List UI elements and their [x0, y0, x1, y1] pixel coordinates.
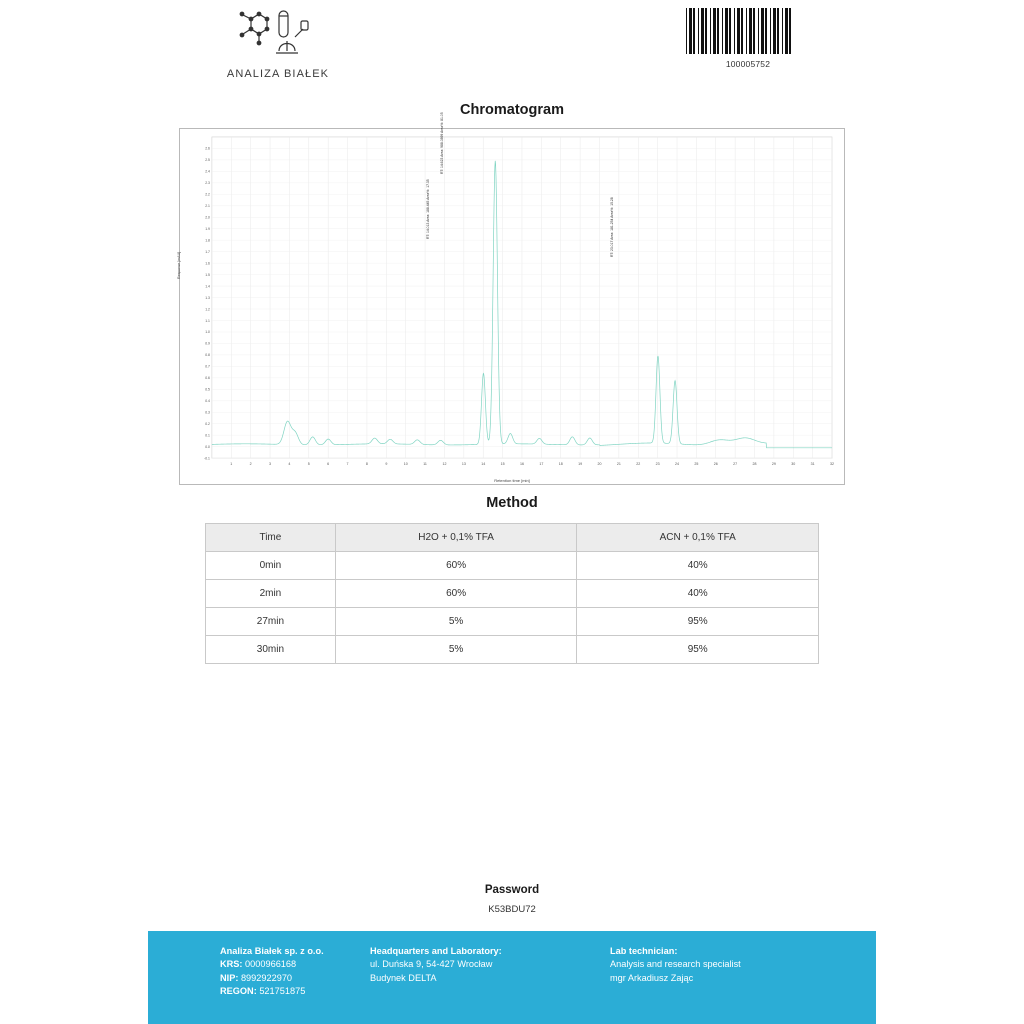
table-header-row — [206, 524, 819, 552]
table-cell: 5% — [335, 636, 577, 664]
svg-text:16: 16 — [519, 462, 524, 467]
company-name: ANALIZA BIAŁEK — [226, 68, 330, 80]
svg-text:21: 21 — [616, 462, 621, 467]
svg-text:9: 9 — [385, 462, 388, 467]
svg-text:0.3: 0.3 — [205, 410, 210, 415]
table-cell: 40% — [577, 552, 819, 580]
svg-text:20: 20 — [597, 462, 602, 467]
footer-krs-label: KRS: — [220, 959, 243, 970]
svg-text:2.3: 2.3 — [205, 181, 210, 186]
column-header-time: Time — [206, 524, 336, 552]
table-cell: 60% — [335, 552, 577, 580]
peak-label: RT: 14.013 Area: 188.445 Area%: 17.35 — [426, 179, 430, 239]
svg-text:8: 8 — [365, 462, 368, 467]
chart-y-axis-label: Response [mAU] — [177, 251, 181, 279]
laboratory-flask-molecule-icon — [213, 6, 343, 62]
table-row — [206, 608, 819, 636]
svg-text:1: 1 — [230, 462, 233, 467]
footer-address — [370, 945, 610, 1024]
svg-text:2.1: 2.1 — [205, 204, 210, 209]
footer-nip-value: 8992922970 — [240, 972, 293, 983]
column-header-acn: ACN + 0,1% TFA — [577, 524, 819, 552]
chromatogram-chart — [177, 112, 845, 485]
svg-text:1.1: 1.1 — [205, 318, 210, 323]
svg-text:0.8: 0.8 — [205, 353, 210, 358]
svg-text:0.9: 0.9 — [205, 341, 210, 346]
svg-text:0.5: 0.5 — [205, 387, 210, 392]
svg-text:13: 13 — [461, 462, 466, 467]
method-table-body — [206, 552, 819, 664]
svg-text:26: 26 — [713, 462, 718, 467]
svg-text:2.6: 2.6 — [205, 146, 210, 151]
peak-label: RT: 23.017 Area: 181.254 Area%: 15.28 — [610, 197, 614, 257]
svg-text:23: 23 — [655, 462, 660, 467]
svg-text:2.5: 2.5 — [205, 158, 210, 163]
svg-text:0.1: 0.1 — [205, 433, 210, 438]
svg-text:11: 11 — [423, 462, 427, 467]
svg-text:17: 17 — [539, 462, 544, 467]
svg-text:19: 19 — [578, 462, 583, 467]
barcode-number: 100005752 — [725, 59, 771, 69]
password-value: K53BDU72 — [488, 904, 536, 915]
footer-address-title: Headquarters and Laboratory: — [370, 946, 502, 956]
svg-text:2.0: 2.0 — [205, 215, 210, 220]
svg-text:22: 22 — [636, 462, 641, 467]
svg-text:0.4: 0.4 — [205, 399, 210, 404]
svg-text:-0.1: -0.1 — [204, 456, 210, 461]
footer-technician-line1: Analysis and research specialist — [610, 959, 741, 970]
password-block — [0, 884, 1024, 915]
peak-label: RT: 14.623 Area: 988.0899 Area%: 81.05 — [440, 112, 444, 174]
footer-address-line1: ul. Duńska 9, 54-427 Wrocław — [370, 959, 493, 970]
barcode — [686, 8, 810, 54]
svg-text:32: 32 — [830, 462, 835, 467]
svg-text:0.2: 0.2 — [205, 422, 210, 427]
svg-text:31: 31 — [810, 462, 815, 467]
svg-text:0.6: 0.6 — [205, 376, 210, 381]
footer-company-info — [148, 945, 370, 1024]
svg-text:30: 30 — [791, 462, 796, 467]
password-label: Password — [484, 884, 540, 896]
svg-text:1.5: 1.5 — [205, 272, 210, 277]
svg-text:0.7: 0.7 — [205, 364, 210, 369]
svg-text:5: 5 — [307, 462, 310, 467]
svg-text:1.6: 1.6 — [205, 261, 210, 266]
svg-text:1.2: 1.2 — [205, 307, 210, 312]
table-row — [206, 636, 819, 664]
footer-address-line2: Budynek DELTA — [370, 972, 437, 983]
table-cell: 40% — [577, 580, 819, 608]
svg-text:1.9: 1.9 — [205, 227, 210, 232]
footer-nip-label: NIP: — [220, 972, 239, 983]
table-cell: 5% — [335, 608, 577, 636]
chromatogram-plot — [180, 129, 844, 484]
document-footer — [148, 931, 876, 1024]
svg-text:28: 28 — [752, 462, 757, 467]
svg-text:6: 6 — [327, 462, 330, 467]
svg-text:2.2: 2.2 — [205, 192, 210, 197]
table-cell: 30min — [206, 636, 336, 664]
footer-technician-title: Lab technician: — [610, 946, 678, 956]
footer-technician-line2: mgr Arkadiusz Zając — [610, 972, 694, 983]
chromatogram-title: Chromatogram — [460, 102, 564, 118]
svg-text:25: 25 — [694, 462, 699, 467]
company-logo-block — [213, 6, 343, 80]
svg-text:2.4: 2.4 — [205, 169, 210, 174]
svg-text:7: 7 — [346, 462, 349, 467]
table-cell: 0min — [206, 552, 336, 580]
footer-krs — [220, 958, 370, 971]
svg-text:1.0: 1.0 — [205, 330, 210, 335]
method-title: Method — [486, 495, 538, 511]
svg-text:18: 18 — [558, 462, 563, 467]
svg-text:14: 14 — [481, 462, 486, 467]
table-cell: 2min — [206, 580, 336, 608]
chart-x-axis-label: Retention time [min] — [494, 478, 530, 483]
svg-text:2: 2 — [249, 462, 252, 467]
svg-text:12: 12 — [442, 462, 447, 467]
svg-text:27: 27 — [733, 462, 738, 467]
table-cell: 27min — [206, 608, 336, 636]
column-header-water: H2O + 0,1% TFA — [335, 524, 577, 552]
footer-company-name: Analiza Białek sp. z o.o. — [220, 946, 324, 956]
svg-text:1.8: 1.8 — [205, 238, 210, 243]
method-table-head — [206, 524, 819, 552]
svg-text:15: 15 — [500, 462, 505, 467]
svg-text:1.3: 1.3 — [205, 295, 210, 300]
svg-text:29: 29 — [771, 462, 776, 467]
footer-krs-value: 0000966168 — [245, 959, 297, 970]
table-row — [206, 552, 819, 580]
barcode-block — [686, 8, 810, 69]
table-cell: 95% — [577, 636, 819, 664]
svg-text:10: 10 — [403, 462, 408, 467]
method-table — [205, 523, 819, 664]
footer-regon — [220, 985, 370, 998]
footer-regon-label: REGON: — [220, 986, 257, 997]
footer-regon-value: 521751875 — [259, 986, 306, 997]
footer-nip — [220, 972, 370, 985]
table-row — [206, 580, 819, 608]
svg-text:3: 3 — [269, 462, 272, 467]
svg-text:0.0: 0.0 — [205, 444, 210, 449]
table-cell: 60% — [335, 580, 577, 608]
svg-text:1.7: 1.7 — [205, 249, 210, 254]
svg-text:24: 24 — [675, 462, 679, 467]
svg-text:4: 4 — [288, 462, 291, 467]
footer-technician — [610, 945, 820, 1024]
table-cell: 95% — [577, 608, 819, 636]
document-header — [0, 0, 1024, 96]
svg-text:1.4: 1.4 — [205, 284, 210, 289]
